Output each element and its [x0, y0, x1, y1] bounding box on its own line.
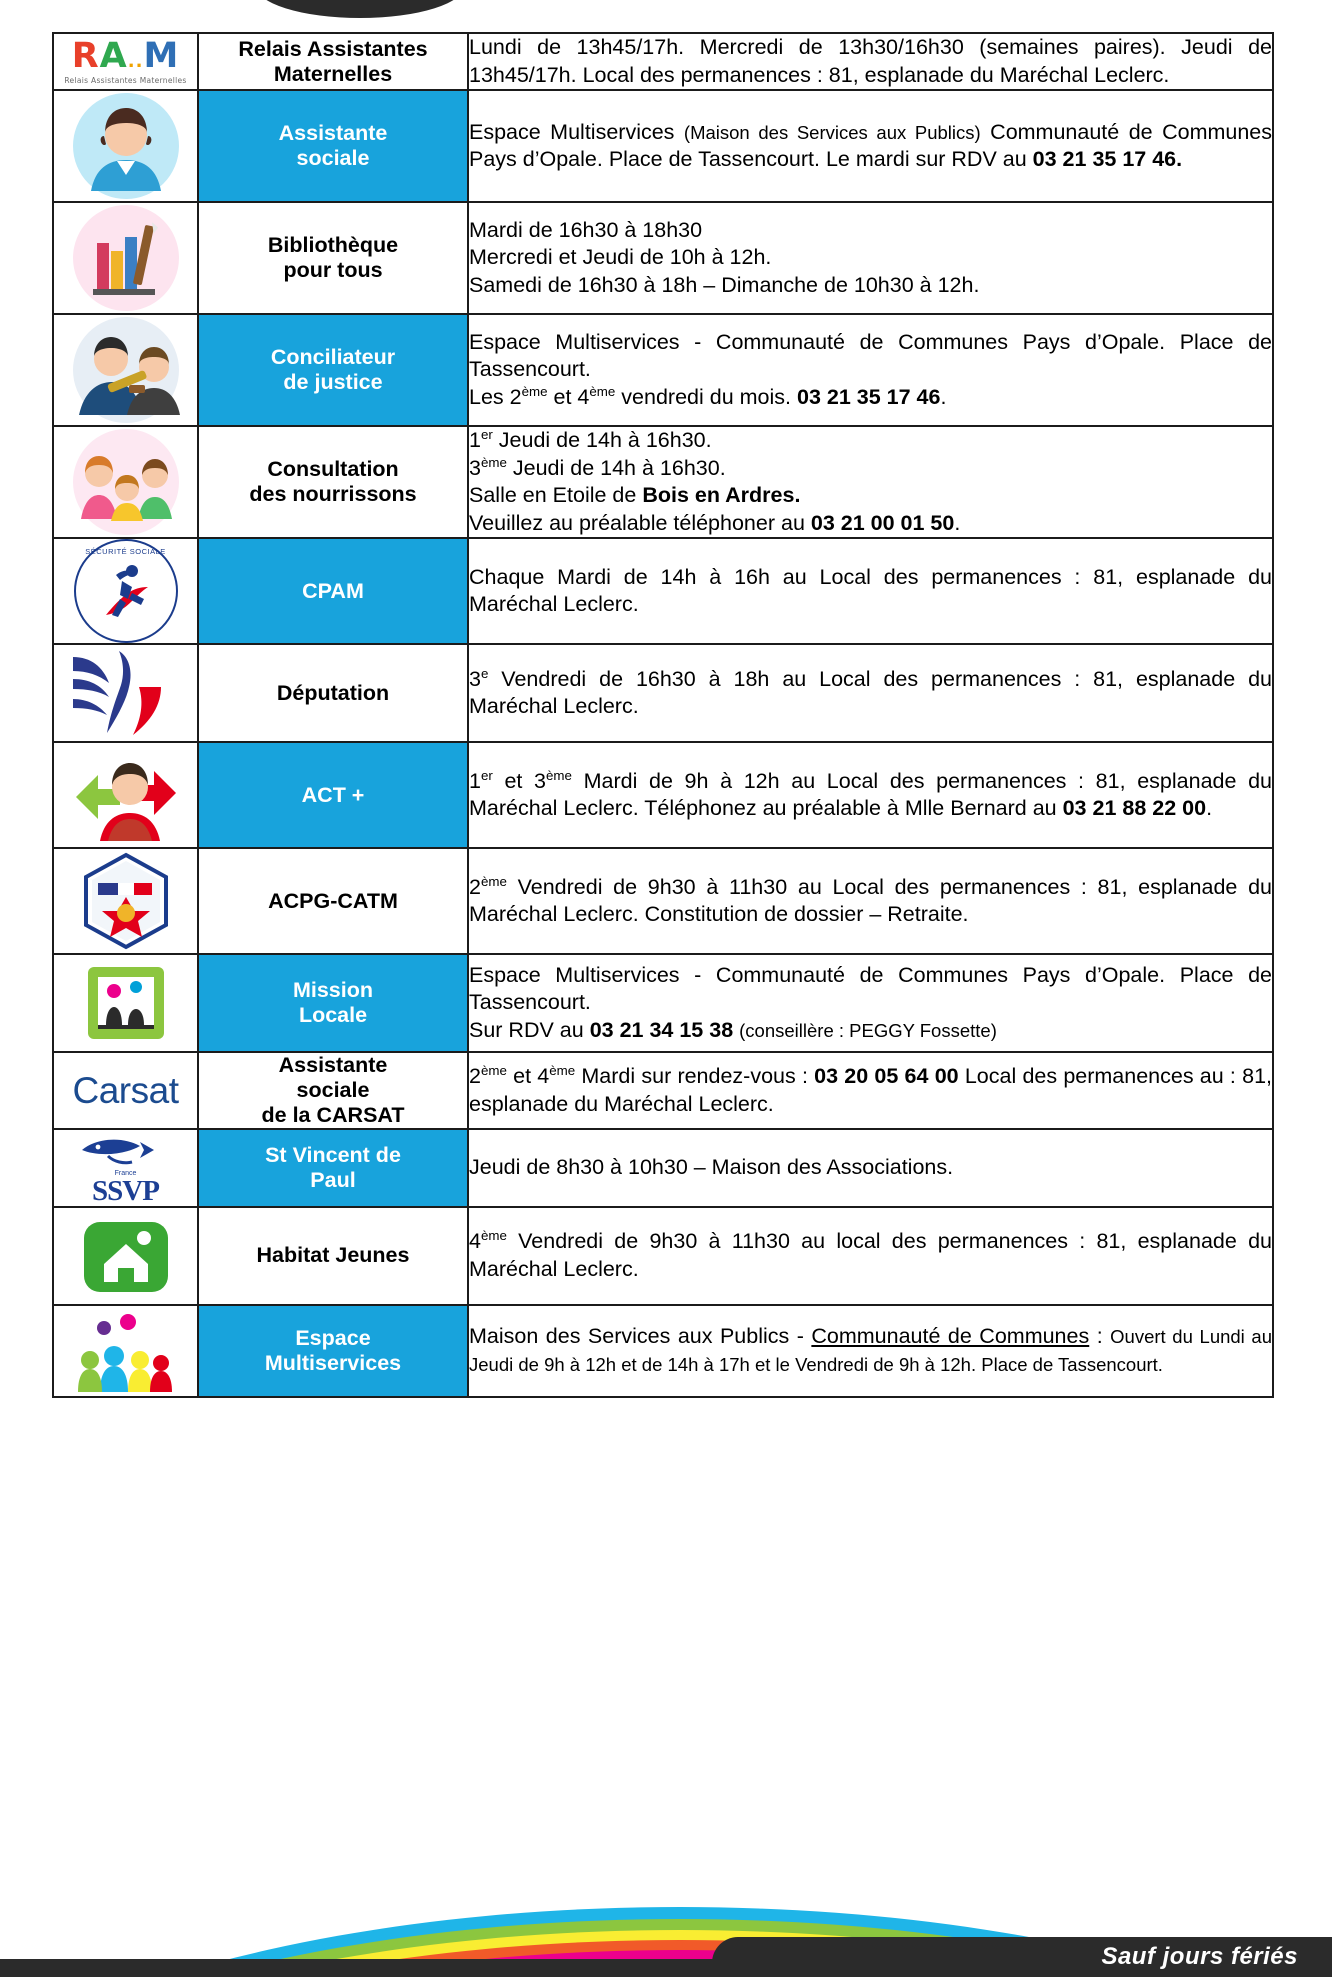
books-icon: [60, 203, 192, 313]
service-logo-cell: [53, 1052, 198, 1129]
service-details-cell: Espace Multiservices (Maison des Services aux Publics) Communauté de Communes Pays d’Opale. Place de Tassencourt. Le mardi sur RDV au 03 21 35 17 46.: [468, 90, 1273, 202]
ram-logo: RA..M Relais Assistantes Maternelles: [64, 35, 187, 85]
service-details-cell: Maison des Services aux Publics - Communauté de Communes : Ouvert du Lundi au Jeudi de 9h à 12h et de 14h à 17h et le Vendredi de 9h à 12h. Place de Tassencourt.: [468, 1305, 1273, 1397]
espace-multiservices-logo: [60, 1306, 192, 1396]
service-name-cell: [198, 1207, 468, 1305]
table-row: [53, 90, 1273, 202]
service-name-label: Mission Locale: [292, 978, 374, 1028]
service-name-label: Habitat Jeunes: [256, 1243, 410, 1268]
table-row: [53, 848, 1273, 954]
service-details-cell: 2ème Vendredi de 9h30 à 11h30 au Local des permanences : 81, esplanade du Maréchal Leclerc. Constitution de dossier – Retraite.: [468, 848, 1273, 954]
service-name-cell: [198, 314, 468, 426]
service-name-cell: [198, 848, 468, 954]
table-row: [53, 954, 1273, 1052]
service-logo-cell: [53, 1129, 198, 1207]
acpg-catm-logo: [60, 849, 192, 953]
table-row: [53, 1052, 1273, 1129]
service-logo-cell: [53, 742, 198, 848]
service-logo-cell: [53, 33, 198, 90]
table-row: [53, 1207, 1273, 1305]
service-logo-cell: [53, 90, 198, 202]
service-logo-cell: [53, 538, 198, 644]
service-details-cell: Chaque Mardi de 14h à 16h au Local des permanences : 81, esplanade du Maréchal Leclerc.: [468, 538, 1273, 644]
table-row: [53, 426, 1273, 538]
service-name-label: Consultation des nourrissons: [249, 457, 417, 507]
service-name-label: St Vincent de Paul: [265, 1142, 401, 1192]
ssvp-logo: France SSVP: [60, 1130, 192, 1206]
service-details-cell: Espace Multiservices - Communauté de Communes Pays d’Opale. Place de Tassencourt. Les 2ème et 4ème vendredi du mois. 03 21 35 17 46.: [468, 314, 1273, 426]
service-details-cell: Espace Multiservices - Communauté de Communes Pays d’Opale. Place de Tassencourt. Sur RDV au 03 21 34 15 38 (conseillère : PEGGY Fossette): [468, 954, 1273, 1052]
service-name-cell: [198, 90, 468, 202]
service-name-cell: [198, 202, 468, 314]
marianne-france-logo: [60, 645, 192, 741]
service-name-label: Espace Multiservices: [264, 1325, 402, 1375]
habitat-jeunes-logo: [60, 1208, 192, 1304]
table-row: [53, 742, 1273, 848]
table-row: [53, 538, 1273, 644]
service-name-cell: [198, 426, 468, 538]
service-logo-cell: [53, 1305, 198, 1397]
service-name-label: Bibliothèque pour tous: [267, 233, 399, 283]
service-name-label: ACPG-CATM: [268, 888, 398, 913]
service-name-cell: [198, 954, 468, 1052]
service-details-cell: 1er et 3ème Mardi de 9h à 12h au Local des permanences : 81, esplanade du Maréchal Leclerc. Téléphonez au préalable à Mlle Bernard au 03 21 88 22 00.: [468, 742, 1273, 848]
service-name-cell: [198, 1305, 468, 1397]
bottom-decoration: [0, 1873, 1332, 1977]
service-name-label: CPAM: [302, 578, 364, 603]
service-logo-cell: [53, 848, 198, 954]
service-name-cell: [198, 742, 468, 848]
service-logo-cell: [53, 202, 198, 314]
service-logo-cell: [53, 644, 198, 742]
services-table: [52, 32, 1274, 1398]
service-name-label: Assistante sociale: [278, 121, 388, 171]
service-details-cell: 3e Vendredi de 16h30 à 18h au Local des permanences : 81, esplanade du Maréchal Leclerc.: [468, 644, 1273, 742]
table-row: [53, 1305, 1273, 1397]
service-details-cell: Lundi de 13h45/17h. Mercredi de 13h30/16h30 (semaines paires). Jeudi de 13h45/17h. Local des permanences : 81, esplanade du Maréchal Leclerc.: [468, 33, 1273, 90]
children-icon: [60, 427, 192, 537]
justice-conciliator-icon: [60, 315, 192, 425]
service-details-cell: 2ème et 4ème Mardi sur rendez-vous : 03 20 05 64 00 Local des permanences au : 81, esplanade du Maréchal Leclerc.: [468, 1052, 1273, 1129]
service-name-cell: [198, 1129, 468, 1207]
act-plus-icon: [60, 743, 192, 847]
table-row: [53, 202, 1273, 314]
service-name-label: Relais Assistantes Maternelles: [238, 36, 428, 86]
table-row: [53, 314, 1273, 426]
service-name-label: Assistante sociale de la CARSAT: [261, 1053, 405, 1127]
service-logo-cell: [53, 314, 198, 426]
service-name-cell: [198, 33, 468, 90]
service-name-cell: [198, 538, 468, 644]
table-row: [53, 1129, 1273, 1207]
service-details-cell: 4ème Vendredi de 9h30 à 11h30 au local des permanences : 81, esplanade du Maréchal Leclerc.: [468, 1207, 1273, 1305]
mission-locale-logo: [60, 955, 192, 1051]
table-row: [53, 644, 1273, 742]
top-decoration: [0, 0, 470, 22]
service-details-cell: Jeudi de 8h30 à 10h30 – Maison des Associations.: [468, 1129, 1273, 1207]
services-schedule-sheet: [52, 32, 1274, 1398]
service-details-cell: 1er Jeudi de 14h à 16h30. 3ème Jeudi de 14h à 16h30. Salle en Etoile de Bois en Ardres. Veuillez au préalable téléphoner au 03 21 00 01 50.: [468, 426, 1273, 538]
service-name-label: Conciliateur de justice: [270, 345, 396, 395]
table-row: [53, 33, 1273, 90]
service-details-cell: Mardi de 16h30 à 18h30 Mercredi et Jeudi de 10h à 12h. Samedi de 16h30 à 18h – Dimanche de 10h30 à 12h.: [468, 202, 1273, 314]
service-name-cell: [198, 644, 468, 742]
securite-sociale-logo: SÉCURITÉ SOCIALE: [60, 539, 192, 643]
service-name-cell: [198, 1052, 468, 1129]
service-logo-cell: [53, 954, 198, 1052]
carsat-logo: Carsat: [72, 1069, 179, 1111]
service-logo-cell: [53, 1207, 198, 1305]
holiday-note: Sauf jours fériés: [1101, 1943, 1298, 1970]
service-name-label: Députation: [276, 680, 390, 705]
social-worker-icon: [60, 91, 192, 201]
service-logo-cell: [53, 426, 198, 538]
service-name-label: ACT +: [301, 782, 365, 807]
services-table-body: [53, 33, 1273, 1397]
